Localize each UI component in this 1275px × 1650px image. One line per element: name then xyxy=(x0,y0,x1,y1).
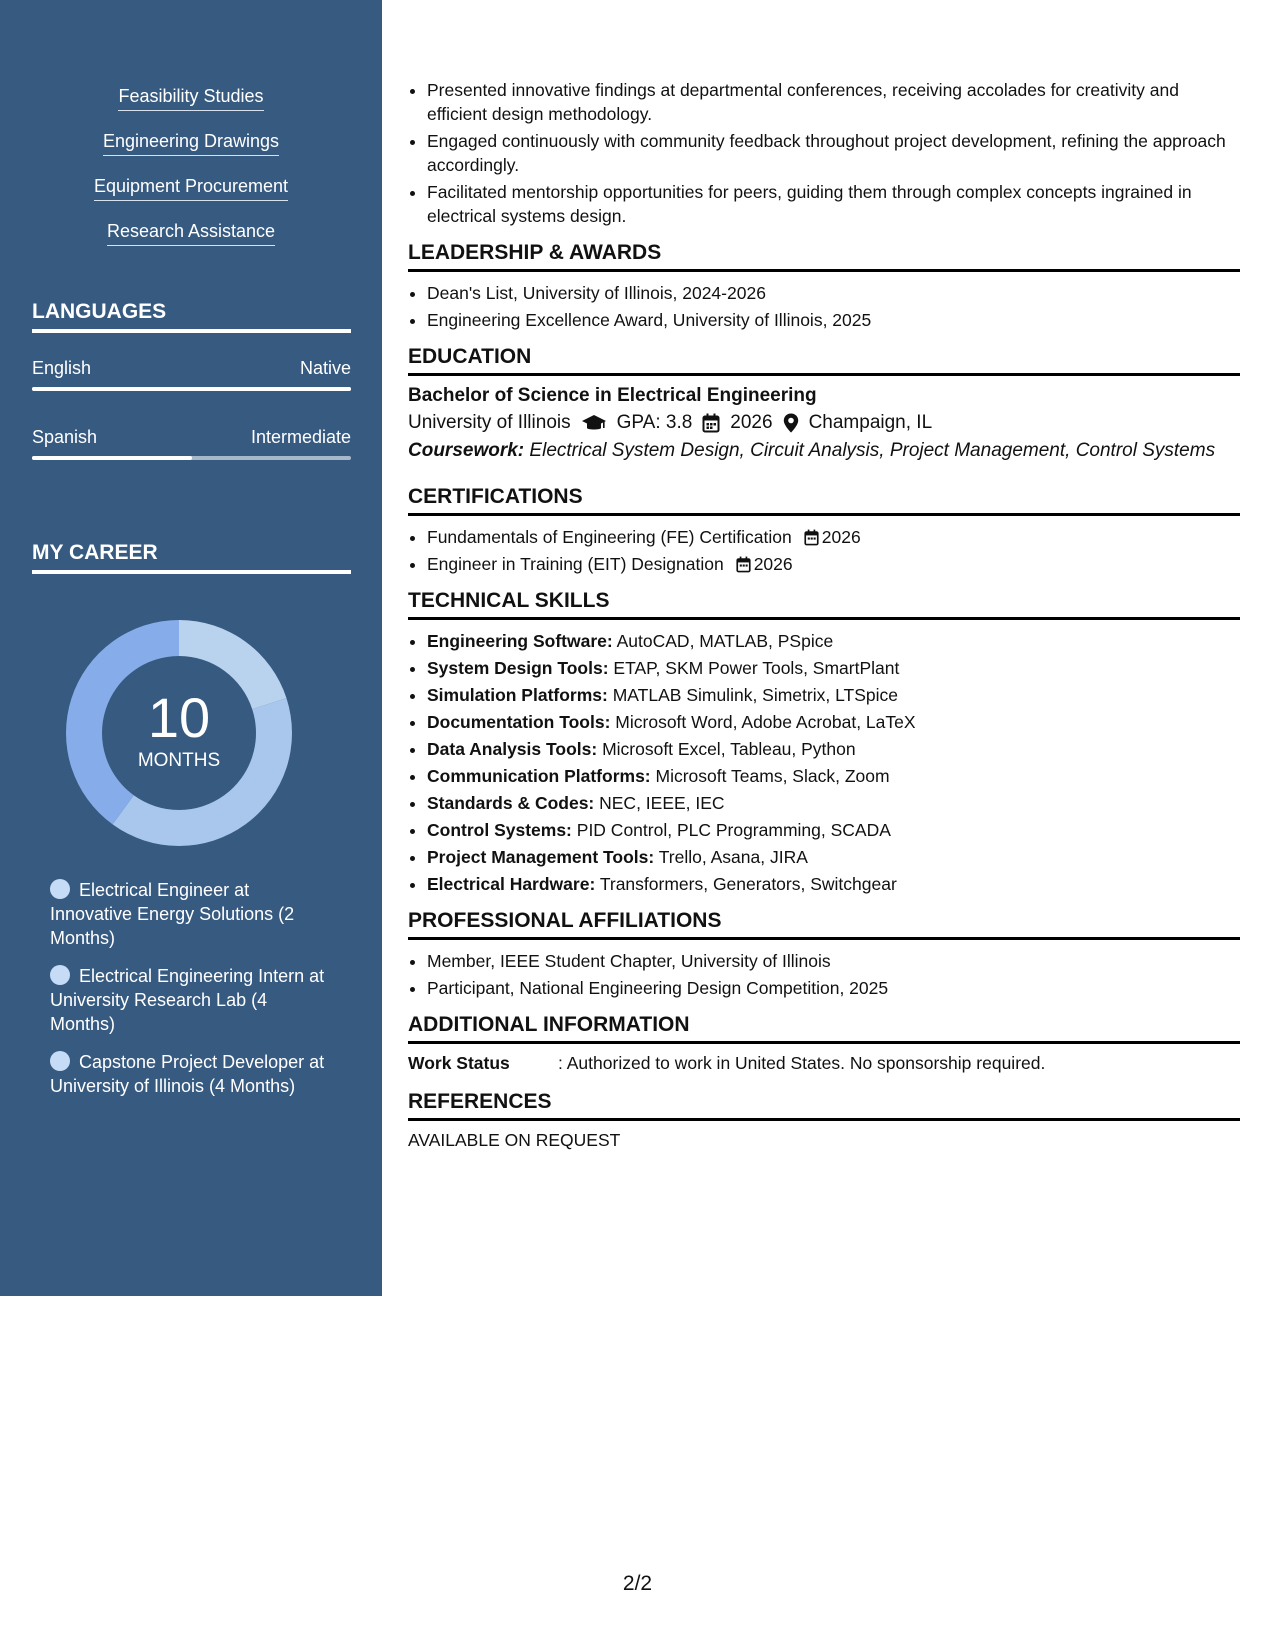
language-english xyxy=(32,358,351,391)
skill-category: Documentation Tools: xyxy=(427,712,611,732)
languages-heading: LANGUAGES xyxy=(32,300,351,333)
career-dot-icon xyxy=(50,879,70,899)
career-total: 10 xyxy=(147,686,211,749)
leadership-list xyxy=(408,281,1240,332)
work-status xyxy=(408,1053,1240,1074)
technical-skill-item xyxy=(427,629,1240,653)
skill-category: Simulation Platforms: xyxy=(427,685,608,705)
skill-category: Data Analysis Tools: xyxy=(427,739,598,759)
career-dot-icon xyxy=(50,1051,70,1071)
work-status-label: Work Status xyxy=(408,1053,510,1073)
certification-name: Engineer in Training (EIT) Designation xyxy=(427,554,724,574)
language-bar xyxy=(32,456,351,460)
bullet-item: • Dean's List, University of Illinois, 2024-2026 xyxy=(427,281,1240,305)
technical-skill-item xyxy=(427,656,1240,680)
donut-center xyxy=(66,620,292,846)
calendar-icon xyxy=(736,556,751,573)
skill-values: ETAP, SKM Power Tools, SmartPlant xyxy=(613,658,900,678)
skill-category: Control Systems: xyxy=(427,820,572,840)
leadership-heading: LEADERSHIP & AWARDS xyxy=(408,241,1240,272)
affiliations-list xyxy=(408,949,1240,1000)
technical-skills-list xyxy=(408,629,1240,896)
certifications-list xyxy=(408,525,1240,576)
certification-item xyxy=(427,525,1240,549)
school-name: University of Illinois xyxy=(408,412,571,433)
degree-title: Bachelor of Science in Electrical Engineering xyxy=(408,385,817,406)
skill-category: Project Management Tools: xyxy=(427,847,655,867)
technical-skills-heading: TECHNICAL SKILLS xyxy=(408,589,1240,620)
certifications-heading: CERTIFICATIONS xyxy=(408,485,1240,516)
references-heading: REFERENCES xyxy=(408,1090,1240,1121)
certification-year: 2026 xyxy=(753,554,793,574)
skill-item: Research Assistance xyxy=(107,221,275,246)
skill-values: Microsoft Word, Adobe Acrobat, LaTeX xyxy=(615,712,916,732)
page-number: 2/2 xyxy=(622,1572,653,1595)
coursework-label: Coursework: xyxy=(408,440,525,461)
calendar-icon xyxy=(804,529,819,546)
skill-values: PID Control, PLC Programming, SCADA xyxy=(576,820,891,840)
skill-values: NEC, IEEE, IEC xyxy=(599,793,725,813)
experience-bullets xyxy=(408,78,1240,228)
references-text: AVAILABLE ON REQUEST xyxy=(408,1130,621,1150)
skill-item: Equipment Procurement xyxy=(94,176,288,201)
technical-skill-item xyxy=(427,818,1240,842)
technical-skill-item xyxy=(427,791,1240,815)
bullet-item: • Facilitated mentorship opportunities for peers, guiding them through complex concepts ingrained in electrical systems design. xyxy=(427,180,1240,228)
career-item xyxy=(50,878,325,950)
calendar-icon xyxy=(702,413,720,433)
career-item xyxy=(50,964,325,1036)
skill-category: Electrical Hardware: xyxy=(427,874,596,894)
school-location: Champaign, IL xyxy=(808,412,933,433)
career-heading: MY CAREER xyxy=(32,541,351,574)
skill-values: Trello, Asana, JIRA xyxy=(658,847,808,867)
skill-category: Standards & Codes: xyxy=(427,793,595,813)
skill-category: Communication Platforms: xyxy=(427,766,651,786)
career-list xyxy=(50,878,325,1112)
certification-item xyxy=(427,552,1240,576)
language-level: Native xyxy=(299,358,351,378)
career-dot-icon xyxy=(50,965,70,985)
technical-skill-item xyxy=(427,710,1240,734)
graduation-year: 2026 xyxy=(730,412,773,433)
skill-values: AutoCAD, MATLAB, PSpice xyxy=(616,631,834,651)
work-status-value: : Authorized to work in United States. No sponsorship required. xyxy=(558,1053,1046,1073)
graduation-cap-icon xyxy=(581,413,607,433)
technical-skill-item xyxy=(427,737,1240,761)
language-bar-fill xyxy=(32,387,351,391)
technical-skill-item xyxy=(427,683,1240,707)
career-item xyxy=(50,1050,325,1098)
career-item-text: Electrical Engineering Intern at University Research Lab (4 Months) xyxy=(50,966,325,1034)
language-name: English xyxy=(32,358,92,378)
career-unit: MONTHS xyxy=(137,750,221,771)
language-name: Spanish xyxy=(32,427,98,447)
skill-category: System Design Tools: xyxy=(427,658,609,678)
skills-list xyxy=(0,86,382,266)
language-level: Intermediate xyxy=(250,427,351,447)
additional-info-heading: ADDITIONAL INFORMATION xyxy=(408,1013,1240,1044)
sidebar xyxy=(0,0,382,1296)
language-spanish xyxy=(32,427,351,460)
bullet-item: • Member, IEEE Student Chapter, University of Illinois xyxy=(427,949,1240,973)
education-details xyxy=(408,412,1240,434)
skill-item: Feasibility Studies xyxy=(118,86,263,111)
gpa: GPA: 3.8 xyxy=(616,412,693,433)
main-content xyxy=(408,78,1240,1151)
skill-values: MATLAB Simulink, Simetrix, LTSpice xyxy=(612,685,898,705)
technical-skill-item xyxy=(427,764,1240,788)
skill-values: Transformers, Generators, Switchgear xyxy=(599,874,897,894)
certification-name: Fundamentals of Engineering (FE) Certification xyxy=(427,527,792,547)
skill-item: Engineering Drawings xyxy=(103,131,279,156)
technical-skill-item xyxy=(427,872,1240,896)
affiliations-heading: PROFESSIONAL AFFILIATIONS xyxy=(408,909,1240,940)
career-donut-chart xyxy=(66,620,292,846)
career-item-text: Electrical Engineer at Innovative Energy Solutions (2 Months) xyxy=(50,880,295,948)
skill-values: Microsoft Excel, Tableau, Python xyxy=(602,739,856,759)
technical-skill-item xyxy=(427,845,1240,869)
bullet-item: • Engineering Excellence Award, University of Illinois, 2025 xyxy=(427,308,1240,332)
education-heading: EDUCATION xyxy=(408,345,1240,376)
location-pin-icon xyxy=(783,413,799,433)
bullet-item: • Participant, National Engineering Design Competition, 2025 xyxy=(427,976,1240,1000)
language-bar xyxy=(32,387,351,391)
skill-category: Engineering Software: xyxy=(427,631,613,651)
bullet-item: • Presented innovative findings at departmental conferences, receiving accolades for creativity and efficient design methodology. xyxy=(427,78,1240,126)
certification-year: 2026 xyxy=(821,527,861,547)
bullet-item: • Engaged continuously with community feedback throughout project development, refining the approach accordingly. xyxy=(427,129,1240,177)
language-bar-fill xyxy=(32,456,192,460)
coursework-list: Electrical System Design, Circuit Analysis, Project Management, Control Systems xyxy=(529,440,1216,461)
career-item-text: Capstone Project Developer at University of Illinois (4 Months) xyxy=(50,1052,325,1096)
coursework xyxy=(408,439,1240,463)
skill-values: Microsoft Teams, Slack, Zoom xyxy=(655,766,890,786)
